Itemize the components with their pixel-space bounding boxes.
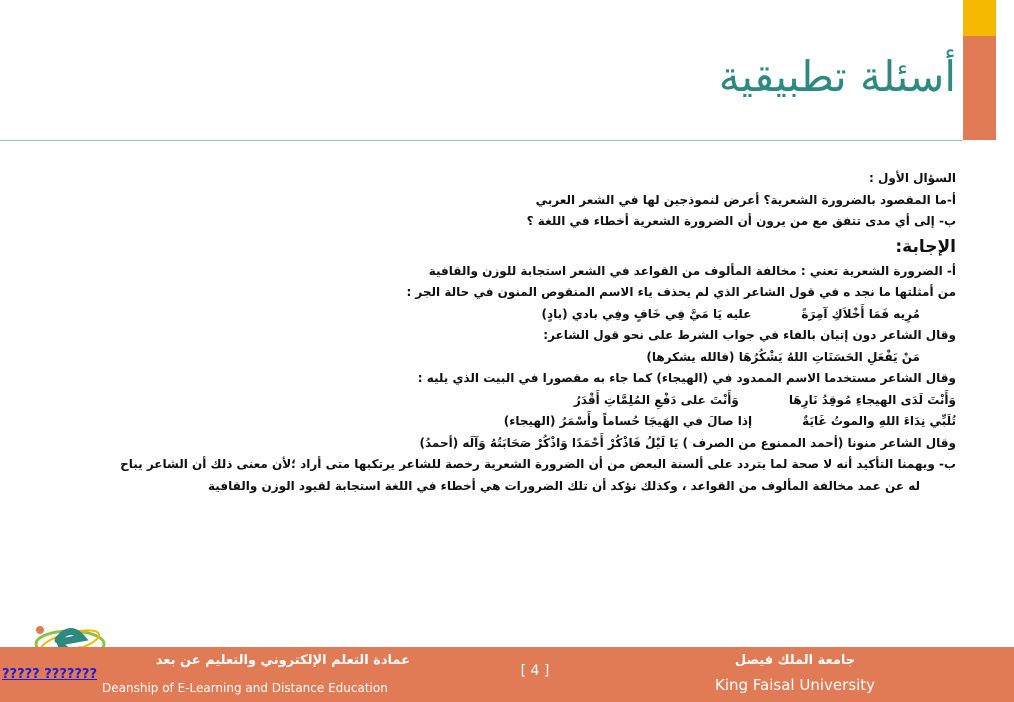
slide-title: أسئلة تطبيقية	[718, 52, 956, 101]
deanship-name-en: Deanship of E-Learning and Distance Education	[102, 681, 388, 695]
page-number: [ 4 ]	[520, 663, 550, 679]
question-heading: السؤال الأول :	[869, 171, 956, 185]
verse-3-first-half: وَأَنْتَ لَدَى الهيجاءِ مُوقِدُ نَارِهَا	[788, 392, 956, 407]
verse-1-first-half: مُرِيه فَمَا أَخْلاَكِ آمِرَةً	[801, 306, 920, 321]
verse-1-second-half: عليه يَا مَيَّ فِي خَافٍ وفِي بادي (بادٍ)	[541, 306, 752, 321]
slide-body	[56, 168, 956, 497]
answer-b-first-line: ب- ويهمنا التأكيد أنه لا صحة لما يتردد على ألسنة البعض من أن الضرورة الشعرية رخصة للشاعر يرتكبها متى أراد ؛لأن معنى ذلك أن الشاعر يباح	[120, 457, 956, 471]
title-divider	[0, 140, 963, 141]
answer-a-definition: أ- الضرورة الشعرية تعني : مخالفة المألوف من القواعد في الشعر استجابة للوزن والقافية	[428, 263, 956, 278]
question-b: ب- إلى أي مدى تتفق مع من يرون أن الضرورة الشعرية أخطاء في اللغة ؟	[526, 214, 956, 228]
verse-4-second-half: إذا صالَ في الهَيجَا حُساماً وأَسْمَرُ (الهيجاء)	[503, 414, 753, 428]
answer-line-hayja: وقال الشاعر مستخدما الاسم الممدود في (الهيجاء) كما جاء به مقصورا في البيت الذي يليه :	[417, 371, 956, 385]
verse-4	[56, 411, 956, 433]
university-name-en: King Faisal University	[714, 676, 876, 694]
broken-encoding-link[interactable]: ????? ???????	[2, 667, 98, 682]
verse-2: مَنْ يَفْعَلِ الحَسَنَاتِ اللهُ يَشْكُرُهَا (فالله يشكرها)	[646, 349, 920, 364]
university-name-ar: جامعة الملك فيصل	[734, 653, 856, 668]
verse-1	[56, 304, 956, 326]
answer-b-second-line: له عن عمد مخالفة المألوف من القواعد ، وكذلك نؤكد أن تلك الضرورات هي أخطاء في اللغة استجابة لقيود الوزن والقافية	[208, 478, 920, 493]
answer-line-conditional: وقال الشاعر دون إتيان بالفاء في جواب الشرط على نحو قول الشاعر:	[543, 328, 956, 342]
answer-line-ahmad: وقال الشاعر منونا (أحمد الممنوع من الصرف ) يَا لَيْلُ فَاذْكُرْ أَحْمَدًا وَاذْكُرْ صَحَابَتُهُ وَآلَه (أحمدُ)	[419, 435, 956, 450]
deanship-name-ar: عمادة التعلم الإلكتروني والتعليم عن بعد	[155, 653, 410, 668]
answer-example-intro: من أمثلتها ما نجد ه في قول الشاعر الذي لم يحذف ياء الاسم المنقوص المنون في حالة الجر :	[406, 285, 956, 299]
gold-accent-bar	[963, 0, 996, 36]
orange-accent-bar	[963, 36, 996, 140]
verse-4-first-half: تُلَبِّي نِدَاءَ اللهِ والموتُ غَايَةٌ	[802, 414, 956, 428]
question-a: أ-ما المقصود بالضرورة الشعرية؟ أعرض لنموذجين لها في الشعر العربي	[535, 192, 956, 207]
verse-3	[56, 390, 956, 412]
verse-3-second-half: وَأَنْتَ على دَفْعِ المُلِمَّاتِ أَقْدَرُ	[573, 392, 739, 407]
footer-bar	[0, 647, 1014, 702]
answer-heading: الإجابة:	[895, 236, 956, 257]
